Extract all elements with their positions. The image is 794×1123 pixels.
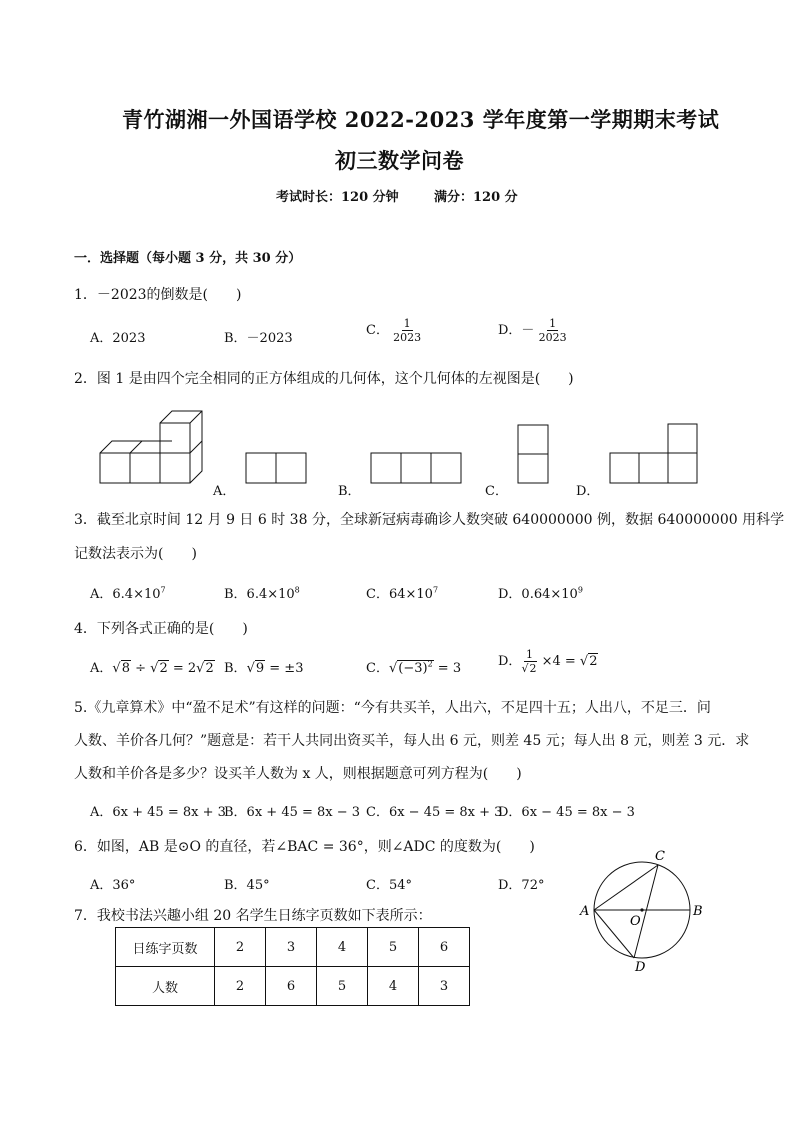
q4-a-eq: = 2 [168, 661, 197, 676]
q2-option-d: D． [576, 484, 600, 499]
center-point [640, 908, 643, 911]
q4-d-radicand: 2 [589, 654, 598, 669]
q2-option-d-view [610, 424, 697, 483]
q6-option-a: A．36° [90, 878, 136, 893]
table-cell: 3 [266, 928, 317, 967]
label-b: B [693, 904, 703, 919]
q4-option-b: B．√9 = ±3 [224, 661, 304, 676]
q4-a-div: ÷ [130, 661, 151, 676]
q4-b-prefix: B． [224, 661, 247, 676]
q6-option-d: D．72° [498, 878, 545, 893]
q5-option-a: A．6x + 45 = 8x + 3 [90, 805, 226, 820]
table-cell: 2 [215, 967, 266, 1006]
q4-b-eq: = ±3 [265, 661, 304, 676]
q4-c-eq: = 3 [433, 661, 462, 676]
q1-option-c [366, 317, 421, 344]
question-1-stem: 1．－2023的倒数是( ) [74, 287, 242, 303]
q4-d-eq: ×4 = [537, 654, 580, 669]
q4-option-a: A．√8 ÷ √2 = 2√2 [90, 661, 214, 676]
q3-d-text: D．0.64×10 [498, 587, 578, 602]
q4-c-exp: 2 [427, 659, 433, 669]
q1-option-a: A．2023 [90, 331, 146, 346]
exam-duration: 考试时长：120 分钟 [276, 190, 399, 205]
q6-option-b: B．45° [224, 878, 270, 893]
table-cell: 4 [317, 928, 368, 967]
row-header: 日练字页数 [116, 928, 215, 967]
q3-b-text: B．6.4×10 [224, 587, 295, 602]
table-cell: 6 [419, 928, 470, 967]
label-c: C [655, 849, 665, 864]
q4-option-d: D． $\frac{1}{√2}$ ×4 = √2 [498, 648, 598, 675]
table-row [116, 967, 470, 1006]
label-a: A [580, 904, 590, 919]
question-6-stem: 6．如图，AB 是⊙O 的直径，若∠BAC = 36°，则∠ADC 的度数为( ) [74, 839, 535, 855]
table-cell: 3 [419, 967, 470, 1006]
q3-option-d [498, 583, 583, 602]
q4-b-radicand: 9 [255, 661, 265, 676]
question-4-stem: 4．下列各式正确的是( ) [74, 621, 248, 637]
question-2-stem: 2．图 1 是由四个完全相同的正方体组成的几何体，这个几何体的左视图是( ) [74, 371, 574, 387]
q2-option-a-view [246, 453, 306, 483]
q4-a-prefix: A． [90, 661, 113, 676]
q4-d-den-wrap: √2 [521, 662, 537, 675]
q2-option-a: A． [213, 484, 236, 499]
q3-d-exp: 9 [577, 585, 583, 595]
q6-option-c: C．54° [366, 878, 412, 893]
q4-d-fraction [521, 648, 537, 675]
q3-option-c [366, 583, 438, 602]
section-heading: 一．选择题（每小题 3 分，共 30 分） [74, 251, 302, 266]
q1-option-d [498, 317, 567, 344]
table-cell: 6 [266, 967, 317, 1006]
q4-d-den: 2 [529, 662, 537, 675]
question-7-stem: 7．我校书法兴趣小组 20 名学生日练字页数如下表所示： [74, 908, 432, 924]
q6-circle-diagram [572, 845, 712, 975]
table-cell: 4 [368, 967, 419, 1006]
q1-c-fraction [393, 317, 421, 344]
q2-option-c: C． [485, 484, 508, 499]
q2-figure [0, 410, 794, 520]
q2-option-b-view [371, 453, 461, 483]
label-d: D [635, 960, 646, 975]
exam-full-score: 满分：120 分 [434, 190, 518, 205]
q2-solid-figure [100, 411, 202, 483]
q1-d-num: 1 [549, 317, 557, 330]
q1-d-prefix: D．－ [498, 323, 535, 338]
q3-c-text: C．64×10 [366, 587, 433, 602]
table-cell: 2 [215, 928, 266, 967]
q4-c-radicand [397, 660, 433, 676]
q1-option-b: B．－2023 [224, 331, 293, 346]
q1-d-den: 2023 [538, 331, 567, 344]
question-5-line3: 人数和羊价各是多少？设买羊人数为 x 人，则根据题意可列方程为( ) [74, 766, 522, 782]
q4-d-num: 1 [525, 648, 533, 661]
q4-c-base: (−3) [398, 661, 428, 676]
question-3-line1: 3．截至北京时间 12 月 9 日 6 时 38 分，全球新冠病毒确诊人数突破 640000000 例，数据 640000000 用科学 [74, 512, 785, 528]
q1-c-prefix: C． [366, 323, 389, 338]
q4-a-radicand-3: 2 [205, 661, 214, 676]
question-5-line1: 5.《九章算术》中“盈不足术”有这样的问题：“今有共买羊，人出六，不足四十五；人出八，不足三．问 [74, 700, 711, 716]
q3-b-exp: 8 [294, 585, 300, 595]
q7-data-table [115, 927, 470, 1006]
q3-c-exp: 7 [432, 585, 439, 595]
q4-option-c: C．$√(-3)^2 = 3$ [366, 659, 462, 676]
table-cell: 5 [368, 928, 419, 967]
q1-d-fraction [539, 317, 567, 344]
q3-option-a [90, 583, 166, 602]
q1-c-den: 2023 [393, 331, 422, 344]
q4-c-prefix: C． [366, 661, 389, 676]
q4-a-radicand-1: 8 [121, 661, 130, 676]
table-row [116, 928, 470, 967]
q5-option-d: D．6x − 45 = 8x − 3 [498, 805, 635, 820]
q4-a-radicand-2: 2 [159, 661, 168, 676]
q5-option-c: C．6x − 45 = 8x + 3 [366, 805, 503, 820]
q4-d-prefix: D． [498, 654, 522, 669]
q3-a-exp: 7 [160, 585, 166, 595]
q3-option-b [224, 583, 300, 602]
question-5-line2: 人数、羊价各几何？”题意是：若干人共同出资买羊，每人出 6 元，则差 45 元；每人出 8 元，则差 3 元．求 [74, 733, 750, 749]
q2-option-c-view [518, 425, 548, 483]
exam-title: 青竹湖湘一外国语学校 2022-2023 学年度第一学期期末考试 [122, 107, 720, 132]
q3-a-text: A．6.4×10 [90, 587, 161, 602]
row-header: 人数 [116, 967, 215, 1006]
table-cell: 5 [317, 967, 368, 1006]
q1-c-num: 1 [403, 317, 411, 330]
q2-option-b: B． [338, 484, 361, 499]
q5-option-b: B．6x + 45 = 8x − 3 [224, 805, 361, 820]
question-3-line2: 记数法表示为( ) [74, 546, 197, 562]
label-o: O [630, 914, 641, 929]
exam-subtitle: 初三数学问卷 [335, 148, 464, 173]
